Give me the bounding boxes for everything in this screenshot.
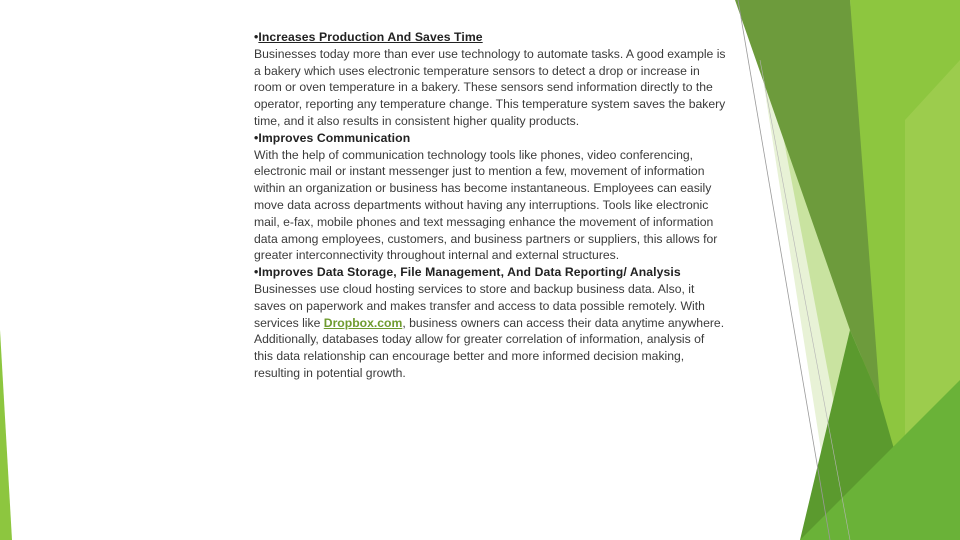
body-text: , business owners can access their data anytime anywhere. Additionally, databases today allow for greater correlation of information, analysis of this data relationship can encourage better and more informed decision making, resulting in potential growth. <box>254 315 725 380</box>
slide-text-block <box>254 29 726 382</box>
section-heading <box>254 130 726 147</box>
section-body: Businesses today more than ever use technology to automate tasks. A good example is a bakery which uses electronic temperature sensors to detect a drop or increase in room or oven temperature in a bakery. These sensors send information directly to the operator, reporting any temperature change. This temperature system saves the bakery time, and it also results in consistent higher quality products. <box>254 46 726 128</box>
heading-text: Improves Data Storage, File Management, And Data Reporting/ Analysis <box>258 265 681 280</box>
section-heading <box>254 264 726 281</box>
section-heading <box>254 29 726 46</box>
bullet: • <box>254 30 259 44</box>
bullet: • <box>254 130 259 145</box>
section-body <box>254 281 726 382</box>
section-body: With the help of communication technology tools like phones, video conferencing, electronic mail or instant messenger just to mention a few, movement of information within an organization or business has become instantaneous. Employees can easily move data across departments without having any interruptions. Tools like electronic mail, e-fax, mobile phones and text messaging enhance the movement of information data among employees, customers, and business partners or suppliers, this allows for greater interconnectivity throughout internal and external structures. <box>254 147 718 263</box>
heading-text: Improves Communication <box>258 130 411 145</box>
left-green-sliver <box>0 330 12 540</box>
bullet: • <box>254 265 259 280</box>
body-text: Businesses use cloud hosting services to store and backup business data. Also, it saves on paperwork and makes transfer and access to data possible remotely. With services like <box>254 281 705 330</box>
dropbox-link[interactable]: Dropbox.com <box>323 315 403 330</box>
heading-text: Increases Production And Saves Time <box>258 30 483 44</box>
